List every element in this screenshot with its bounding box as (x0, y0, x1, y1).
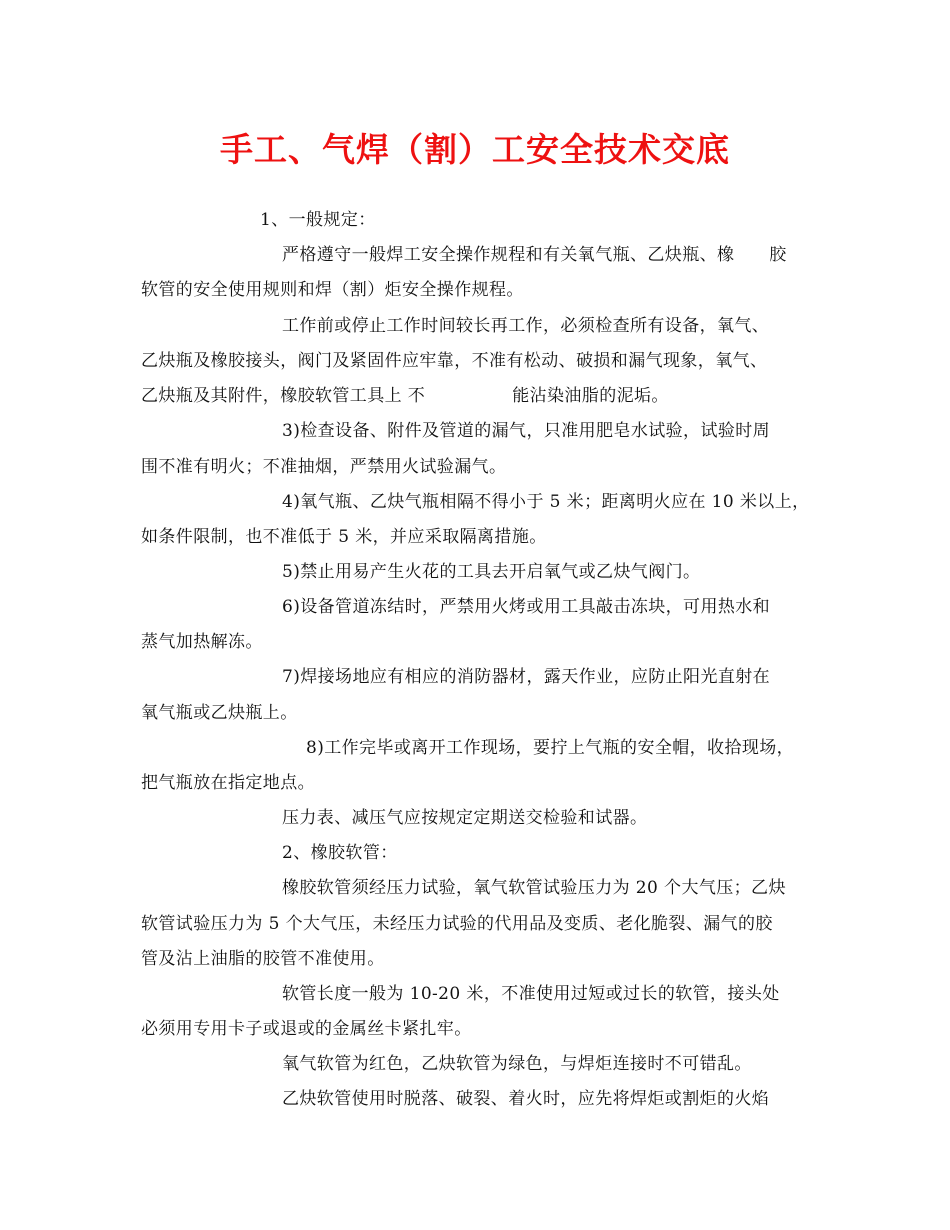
paragraph-line: 7)焊接场地应有相应的消防器材，露天作业，应防止阳光直射在 (282, 667, 771, 687)
paragraph-line: 乙炔瓶及其附件，橡胶软管工具上 不 能沾染油脂的泥垢。 (141, 386, 669, 406)
paragraph-line: 软管长度一般为 10-20 米，不准使用过短或过长的软管，接头处 (282, 984, 780, 1004)
section-heading-general: 1、一般规定： (260, 210, 376, 230)
paragraph-line: 压力表、减压气应按规定定期送交检验和试器。 (282, 808, 648, 828)
paragraph-line: 必须用专用卡子或退或的金属丝卡紧扎牢。 (141, 1019, 472, 1039)
paragraph-line: 把气瓶放在指定地点。 (141, 773, 315, 793)
paragraph-line: 4)氧气瓶、乙炔气瓶相隔不得小于 5 米；距离明火应在 10 米以上， (282, 492, 810, 512)
paragraph-line: 8)工作完毕或离开工作现场，要拧上气瓶的安全帽，收拾现场， (306, 738, 795, 758)
paragraph-line: 工作前或停止工作时间较长再工作，必须检查所有设备，氧气、 (282, 316, 770, 336)
paragraph-line: 3)检查设备、附件及管道的漏气，只准用肥皂水试验，试验时周 (282, 421, 771, 441)
paragraph-line: 氧气软管为红色，乙炔软管为绿色，与焊炬连接时不可错乱。 (282, 1054, 752, 1074)
paragraph-line: 软管试验压力为 5 个大气压，未经压力试验的代用品及变质、老化脆裂、漏气的胶 (141, 914, 773, 934)
paragraph-line: 氧气瓶或乙炔瓶上。 (141, 703, 298, 723)
paragraph-line: 橡胶软管须经压力试验，氧气软管试验压力为 20 个大气压；乙炔 (282, 878, 786, 898)
page-title: 手工、气焊（割）工安全技术交底 (220, 130, 730, 169)
paragraph-line: 管及沾上油脂的胶管不准使用。 (141, 949, 385, 969)
paragraph-line: 5)禁止用易产生火花的工具去开启氧气或乙炔气阀门。 (282, 562, 701, 582)
section-heading-hose: 2、橡胶软管： (282, 843, 398, 863)
paragraph-line: 6)设备管道冻结时，严禁用火烤或用工具敲击冻块，可用热水和 (282, 597, 771, 617)
paragraph-line: 蒸气加热解冻。 (141, 632, 263, 652)
paragraph-line: 严格遵守一般焊工安全操作规程和有关氧气瓶、乙炔瓶、橡 胶 (282, 245, 787, 265)
paragraph-line: 围不准有明火；不准抽烟，严禁用火试验漏气。 (141, 457, 507, 477)
paragraph-line: 乙炔瓶及橡胶接头，阀门及紧固件应牢靠，不准有松动、破损和漏气现象，氧气、 (141, 351, 768, 371)
paragraph-line: 如条件限制，也不准低于 5 米，并应采取隔离措施。 (141, 527, 547, 547)
paragraph-line: 软管的安全使用规则和焊（割）炬安全操作规程。 (141, 280, 524, 300)
paragraph-line: 乙炔软管使用时脱落、破裂、着火时，应先将焊炬或割炬的火焰 (282, 1089, 770, 1109)
